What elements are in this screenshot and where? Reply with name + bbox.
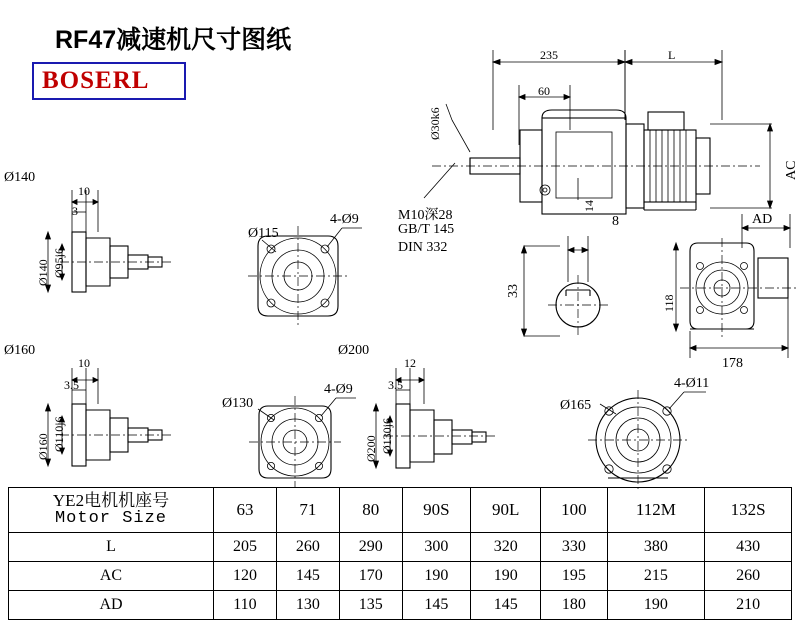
cell: 330 [541, 533, 607, 562]
cell: 380 [607, 533, 705, 562]
motor-size-header-cn: YE2电机机座号 [52, 491, 170, 511]
cell: 120 [214, 562, 277, 591]
d200-top-label: Ø200 [338, 343, 370, 358]
d130-small-label: Ø130 [222, 396, 254, 411]
dim-118-label: 118 [662, 294, 676, 312]
d110-label: Ø110j6 [52, 416, 66, 452]
holes-4x9-label-row2: 4-Ø9 [324, 382, 353, 397]
cell: 195 [541, 562, 607, 591]
dim-L-label: L [668, 48, 676, 62]
dim-3-label-row1: 3 [72, 204, 78, 218]
d140-top-label: Ø140 [4, 170, 36, 185]
row-label: AD [9, 591, 214, 620]
d160-top-label: Ø160 [4, 343, 36, 358]
row-label: L [9, 533, 214, 562]
d115-label: Ø115 [248, 226, 279, 241]
dim-235-label: 235 [540, 48, 558, 62]
d200-left-label: Ø200 [364, 435, 378, 462]
table-row [9, 562, 792, 591]
cell: 205 [214, 533, 277, 562]
cell: 180 [541, 591, 607, 620]
dim-8-label: 8 [612, 214, 619, 229]
cell: 300 [402, 533, 470, 562]
table-row [9, 533, 792, 562]
cell: 320 [471, 533, 541, 562]
cell: 190 [471, 562, 541, 591]
cell: 190 [402, 562, 470, 591]
cell: 145 [471, 591, 541, 620]
table-row [9, 591, 792, 620]
ac-label: AC [784, 160, 799, 180]
thread-spec-line1: M10深28 [398, 208, 453, 223]
cell: 190 [607, 591, 705, 620]
dim-60-label: 60 [538, 84, 550, 98]
d95-label: Ø95j6 [52, 248, 66, 278]
d130-label: Ø130j6 [380, 418, 394, 454]
table-header-row [9, 488, 792, 533]
shaft-diameter-label: Ø30k6 [428, 107, 442, 140]
cell: 145 [276, 562, 339, 591]
d140-left-label: Ø140 [36, 259, 50, 286]
cell: 145 [402, 591, 470, 620]
col-header: 63 [214, 488, 277, 533]
cell: 130 [276, 591, 339, 620]
logo-text: BOSERL [42, 67, 150, 94]
cell: 430 [705, 533, 792, 562]
dim-12-label: 12 [404, 356, 416, 370]
thread-spec-line3: DIN 332 [398, 240, 448, 255]
cell: 110 [214, 591, 277, 620]
col-header: 112M [607, 488, 705, 533]
dim-33-label: 33 [506, 284, 521, 298]
cell: 215 [607, 562, 705, 591]
motor-size-header [9, 488, 214, 533]
dim-3-5-label-row2: 3.5 [64, 378, 79, 392]
dimension-table [8, 487, 792, 620]
cell: 260 [276, 533, 339, 562]
col-header: 90S [402, 488, 470, 533]
col-header: 90L [471, 488, 541, 533]
dim-178-label: 178 [722, 356, 743, 371]
dim-10-label-row1: 10 [78, 184, 90, 198]
dim-3-5-b-label: 3.5 [388, 378, 403, 392]
col-header: 80 [339, 488, 402, 533]
holes-4x11-label: 4-Ø11 [674, 376, 710, 391]
page-title: RF47减速机尺寸图纸 [55, 26, 292, 54]
d160-left-label: Ø160 [36, 433, 50, 460]
key-14-label: 14 [582, 200, 596, 212]
dim-10-label-row2: 10 [78, 356, 90, 370]
row-label: AC [9, 562, 214, 591]
cell: 260 [705, 562, 792, 591]
cell: 170 [339, 562, 402, 591]
col-header: 100 [541, 488, 607, 533]
d165-label: Ø165 [560, 398, 592, 413]
motor-size-header-en: Motor Size [54, 509, 168, 528]
ad-label: AD [752, 212, 773, 227]
col-header: 132S [705, 488, 792, 533]
cell: 210 [705, 591, 792, 620]
holes-4x9-label-row1: 4-Ø9 [330, 212, 359, 227]
cell: 135 [339, 591, 402, 620]
cell: 290 [339, 533, 402, 562]
col-header: 71 [276, 488, 339, 533]
thread-spec-line2: GB/T 145 [398, 222, 455, 237]
